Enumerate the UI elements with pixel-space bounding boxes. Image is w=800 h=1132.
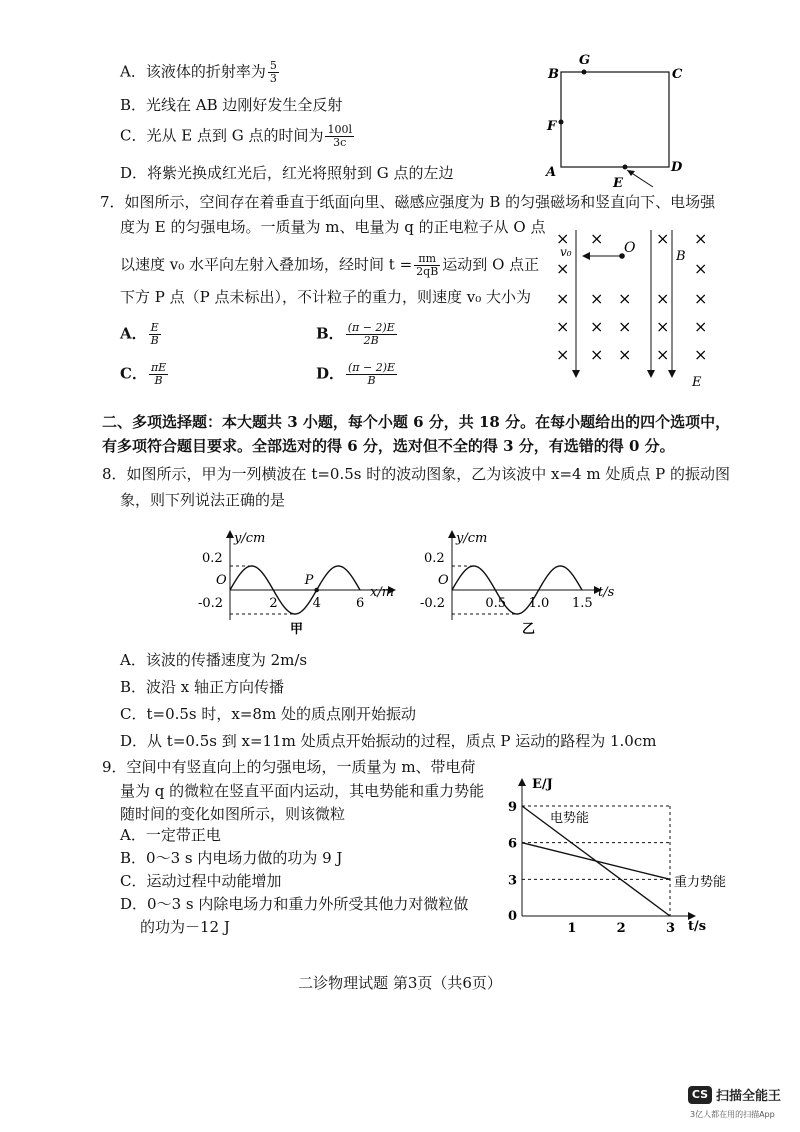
q8-jia-x-tick: 2 — [269, 596, 278, 611]
q9-option-c: C．运动过程中动能增加 — [120, 872, 282, 890]
q6-option-a-numerator: 5 — [269, 59, 277, 72]
q7-option-c-label: C． — [120, 364, 147, 383]
q8-option-a: A．该波的传播速度为 2m/s — [120, 651, 308, 669]
q8-jia-x-tick: 6 — [356, 596, 365, 611]
q9-x-label: t/s — [688, 919, 707, 934]
q7-option-a-label: A． — [120, 324, 147, 343]
q7-option-c — [120, 362, 170, 387]
q7-field-cross: × — [656, 229, 670, 248]
q8-yi-caption: 乙 — [522, 622, 536, 637]
q7-field-arrow — [668, 370, 676, 378]
q6-option-d: D．将紫光换成红光后，红光将照射到 G 点的左边 — [120, 164, 454, 182]
q8-jia-point-p — [314, 588, 319, 593]
q7-label-b: B — [676, 249, 686, 264]
q6-option-c-numerator: 100l — [327, 123, 352, 136]
q9-y-tick: 6 — [508, 836, 518, 852]
q6-label-b: B — [548, 67, 559, 82]
q7-field-cross: × — [694, 259, 708, 278]
q7-field-cross: × — [556, 317, 570, 336]
q7-velocity-arrowhead — [582, 252, 590, 260]
q9-option-d-line-2: 的功为－12 J — [140, 918, 230, 936]
q8-jia-x-tick: 4 — [312, 596, 321, 611]
camscanner-logo-icon: CS — [688, 1086, 712, 1104]
q7-label-o: O — [624, 240, 636, 256]
q6-label-f: F — [547, 119, 557, 134]
q7-stem-line-3-tail: 运动到 O 点正 — [442, 255, 540, 274]
q7-field-arrow — [647, 370, 655, 378]
q7-option-a — [120, 322, 163, 347]
q7-field-cross: × — [590, 345, 604, 364]
q9-x-tick: 2 — [616, 921, 626, 936]
q7-field-cross: × — [656, 289, 670, 308]
q7-field-cross: × — [694, 345, 708, 364]
q6-option-c — [120, 124, 356, 149]
q9-y-tick: 3 — [508, 873, 518, 889]
q8-jia-y-label: y/cm — [234, 531, 266, 546]
q7-field-cross: × — [656, 317, 670, 336]
q8-yi-y-tick-bottom: -0.2 — [420, 596, 446, 611]
q8-jia-y-tick-top: 0.2 — [202, 551, 223, 566]
q8-stem-line-2: 象，则下列说法正确的是 — [120, 491, 286, 509]
q8-option-b: B．波沿 x 轴正方向传播 — [120, 678, 285, 696]
q7-field-cross: × — [590, 229, 604, 248]
q7-option-c-numerator: πE — [150, 361, 167, 374]
q7-field-cross: × — [590, 289, 604, 308]
q8-yi-x-label: t/s — [598, 585, 615, 600]
q6-point-f — [559, 120, 564, 125]
q9-x-tick: 3 — [666, 921, 676, 936]
q6-option-c-text: C．光从 E 点到 G 点的时间为 — [120, 126, 324, 145]
section-2-heading-line-2: 有多项符合题目要求。全部选对的得 6 分，选对但不全的得 3 分，有选错的得 0 分。 — [102, 437, 675, 455]
q7-option-b-fraction — [346, 322, 397, 347]
q8-jia-y-tick-bottom: -0.2 — [198, 596, 224, 611]
q8-jia-caption: 甲 — [290, 622, 304, 637]
q7-option-b-numerator: (π − 2)E — [347, 321, 395, 334]
q7-option-a-fraction — [149, 322, 161, 347]
q7-field-cross: × — [618, 289, 632, 308]
q8-yi-y-arrow — [448, 530, 456, 538]
q7-option-a-denominator: B — [150, 334, 159, 347]
q9-option-b: B．0～3 s 内电场力做的功为 9 J — [120, 849, 343, 867]
q7-option-d-numerator: (π − 2)E — [348, 361, 396, 374]
q6-figure — [540, 50, 690, 195]
q7-stem-line-3 — [120, 253, 539, 278]
q9-stem-line-3: 随时间的变化如图所示，则该微粒 — [120, 805, 346, 823]
q9-y-arrow — [518, 778, 526, 786]
q6-option-c-denominator: 3c — [333, 136, 347, 149]
q7-option-a-numerator: E — [149, 322, 161, 335]
q6-label-d: D — [671, 160, 683, 175]
q7-time-fraction — [414, 253, 440, 278]
q9-option-d-line-1: D．0～3 s 内除电场力和重力外所受其他力对微粒做 — [120, 895, 469, 913]
q6-container-square — [561, 72, 669, 167]
q7-field-cross: × — [694, 289, 708, 308]
q6-point-g — [582, 70, 587, 75]
q6-option-b: B．光线在 AB 边刚好发生全反射 — [120, 96, 343, 114]
q6-option-a-fraction — [268, 60, 279, 85]
q7-option-b-label: B． — [316, 324, 344, 343]
q8-yi-x-tick: 1.5 — [572, 596, 593, 611]
q8-chart-jia — [190, 520, 420, 645]
q8-jia-x-label: x/m — [370, 585, 395, 600]
q7-option-b — [316, 322, 399, 347]
q6-option-a-denominator: 3 — [269, 72, 277, 85]
q7-field-cross: × — [618, 345, 632, 364]
q7-stem-line-4: 下方 P 点（P 点未标出），不计粒子的重力，则速度 v₀ 大小为 — [120, 288, 532, 306]
q7-label-v0: v₀ — [560, 245, 572, 259]
q8-yi-x-tick: 1.0 — [528, 596, 550, 611]
q7-option-d-label: D． — [316, 364, 345, 383]
q8-chart-yi — [412, 520, 632, 645]
q7-option-d-denominator: B — [367, 374, 376, 387]
q7-time-denominator: 2qB — [416, 265, 439, 278]
section-2-heading-line-1: 二、多项选择题：本大题共 3 小题，每个小题 6 分，共 18 分。在每小题给出的四个选项中， — [102, 413, 731, 431]
q9-series-gravitational-potential-energy — [522, 843, 670, 880]
q8-yi-y-tick-top: 0.2 — [424, 551, 445, 566]
q7-field-arrow — [572, 370, 580, 378]
q9-y-tick: 9 — [508, 800, 518, 815]
q6-label-a: A — [546, 165, 557, 180]
q6-option-a — [120, 60, 281, 85]
q7-figure — [550, 228, 720, 388]
q7-stem-line-3-text: 以速度 v₀ 水平向左射入叠加场，经时间 t = — [120, 255, 413, 274]
q7-field-cross: × — [694, 229, 708, 248]
q7-option-d-fraction — [346, 362, 397, 387]
q7-option-b-denominator: 2B — [363, 334, 379, 347]
q7-field-cross: × — [556, 229, 570, 248]
q7-field-cross: × — [694, 317, 708, 336]
q8-jia-origin-label: O — [216, 573, 227, 588]
q6-label-c: C — [672, 67, 683, 82]
q6-label-g: G — [579, 53, 591, 68]
q9-origin-label: 0 — [508, 909, 518, 924]
q7-option-d — [316, 362, 399, 387]
q9-series-label-gravity: 重力势能 — [674, 875, 727, 890]
q7-field-cross: × — [656, 345, 670, 364]
q8-jia-label-p: P — [304, 573, 314, 588]
q6-option-c-fraction — [325, 124, 354, 149]
q7-option-c-fraction — [149, 362, 168, 387]
q7-stem-line-2: 度为 E 的匀强电场。一质量为 m、电量为 q 的正电粒子从 O 点 — [120, 218, 546, 236]
q8-yi-x-tick: 0.5 — [485, 596, 507, 611]
q8-stem-line-1: 8．如图所示，甲为一列横波在 t=0.5s 时的波动图象，乙为该波中 x=4 m 处质点 P 的振动图 — [102, 465, 730, 483]
camscanner-tagline: 3亿人都在用的扫描App — [690, 1110, 775, 1119]
q9-series-label-electric: 电势能 — [550, 811, 590, 826]
q9-stem-line-1: 9．空间中有竖直向上的匀强电场，一质量为 m、带电荷 — [102, 758, 476, 776]
q8-option-c: C．t=0.5s 时，x=8m 处的质点刚开始振动 — [120, 705, 416, 723]
q9-option-a: A．一定带正电 — [120, 826, 221, 844]
q7-field-cross: × — [556, 259, 570, 278]
q7-option-c-denominator: B — [154, 374, 163, 387]
q8-yi-y-label: y/cm — [456, 531, 488, 546]
q7-field-cross: × — [618, 317, 632, 336]
q7-stem-line-1: 7．如图所示，空间存在着垂直于纸面向里、磁感应强度为 B 的匀强磁场和竖直向下、电场强 — [100, 193, 716, 211]
q7-field-cross: × — [556, 289, 570, 308]
q8-yi-origin-label: O — [438, 573, 449, 588]
q7-field-cross: × — [590, 317, 604, 336]
q7-field-cross: × — [556, 345, 570, 364]
q8-jia-y-arrow — [226, 530, 234, 538]
q6-ray-arrowhead — [627, 170, 635, 176]
q9-x-tick: 1 — [567, 921, 577, 936]
q6-option-a-text: A．该液体的折射率为 — [120, 62, 266, 81]
camscanner-name: 扫描全能王 — [716, 1089, 782, 1104]
q7-label-e: E — [692, 375, 702, 388]
q7-time-numerator: πm — [414, 253, 440, 266]
q9-y-label: E/J — [532, 777, 553, 792]
q6-point-e — [623, 165, 628, 170]
page-footer: 二诊物理试题 第3页（共6页） — [298, 974, 502, 992]
q9-chart — [500, 770, 745, 940]
q6-label-e: E — [613, 176, 623, 191]
q8-option-d: D．从 t=0.5s 到 x=11m 处质点开始振动的过程，质点 P 运动的路程为 1.0cm — [120, 732, 657, 750]
q9-stem-line-2: 量为 q 的微粒在竖直平面内运动，其电势能和重力势能 — [120, 782, 485, 800]
